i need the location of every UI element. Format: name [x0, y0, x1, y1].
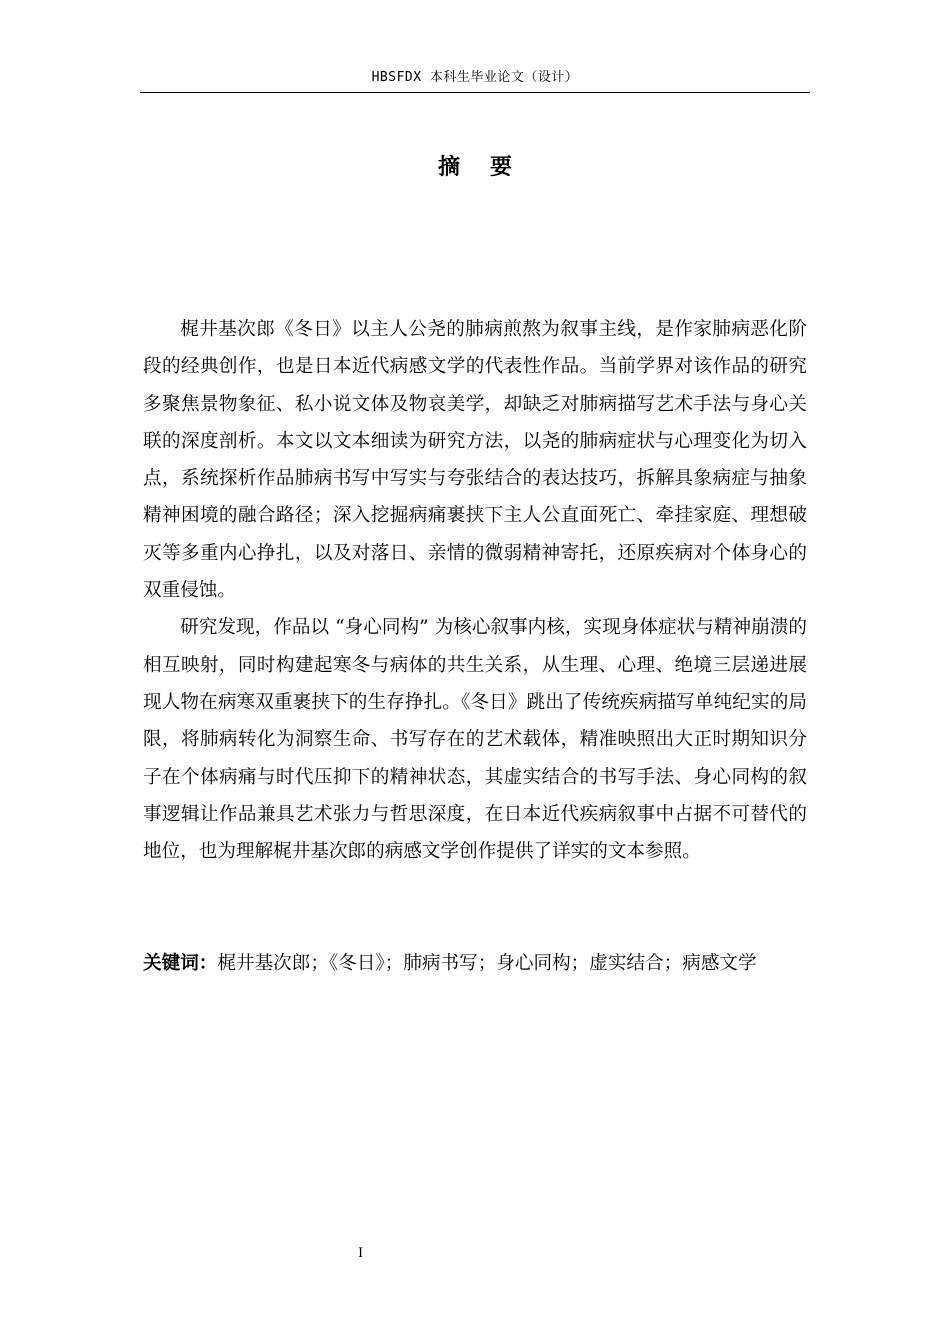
- header-divider: [140, 92, 810, 93]
- page-number: I: [358, 1246, 364, 1261]
- abstract-paragraph-1: 梶井基次郎《冬日》以主人公尧的肺病煎熬为叙事主线，是作家肺病恶化阶段的经典创作，也是日本近代病感文学的代表性作品。当前学界对该作品的研究多聚焦景物象征、私小说文体及物哀美学，却缺乏对肺病描写艺术手法与身心关联的深度剖析。本文以文本细读为研究方法，以尧的肺病症状与心理变化为切入点，系统探析作品肺病书写中写实与夸张结合的表达技巧，拆解具象病症与抽象精神困境的融合路径；深入挖掘病痛裹挟下主人公直面死亡、牵挂家庭、理想破灭等多重内心挣扎，以及对落日、亲情的微弱精神寄托，还原疾病对个体身心的双重侵蚀。: [143, 319, 807, 602]
- keywords-line: [143, 950, 823, 978]
- abstract-body: [143, 311, 807, 870]
- keywords-label: 关键词：: [143, 953, 218, 974]
- running-header: HBSFDX 本科生毕业论文（设计）: [371, 70, 579, 85]
- keywords-text: 梶井基次郎；《冬日》；肺病书写；身心同构；虚实结合；病感文学: [217, 953, 757, 974]
- abstract-title: 摘要: [437, 155, 542, 180]
- abstract-paragraph-2: 研究发现，作品以 “身心同构” 为核心叙事内核，实现身体症状与精神崩溃的相互映射，同时构建起寒冬与病体的共生关系，从生理、心理、绝境三层递进展现人物在病寒双重裹挟下的生存挣扎。《冬日》跳出了传统疾病描写单纯纪实的局限，将肺病转化为洞察生命、书写存在的艺术载体，精准映照出大正时期知识分子在个体病痛与时代压抑下的精神状态，其虚实结合的书写手法、身心同构的叙事逻辑让作品兼具艺术张力与哲思深度，在日本近代疾病叙事中占据不可替代的地位，也为理解梶井基次郎的病感文学创作提供了详实的文本参照。: [143, 617, 807, 863]
